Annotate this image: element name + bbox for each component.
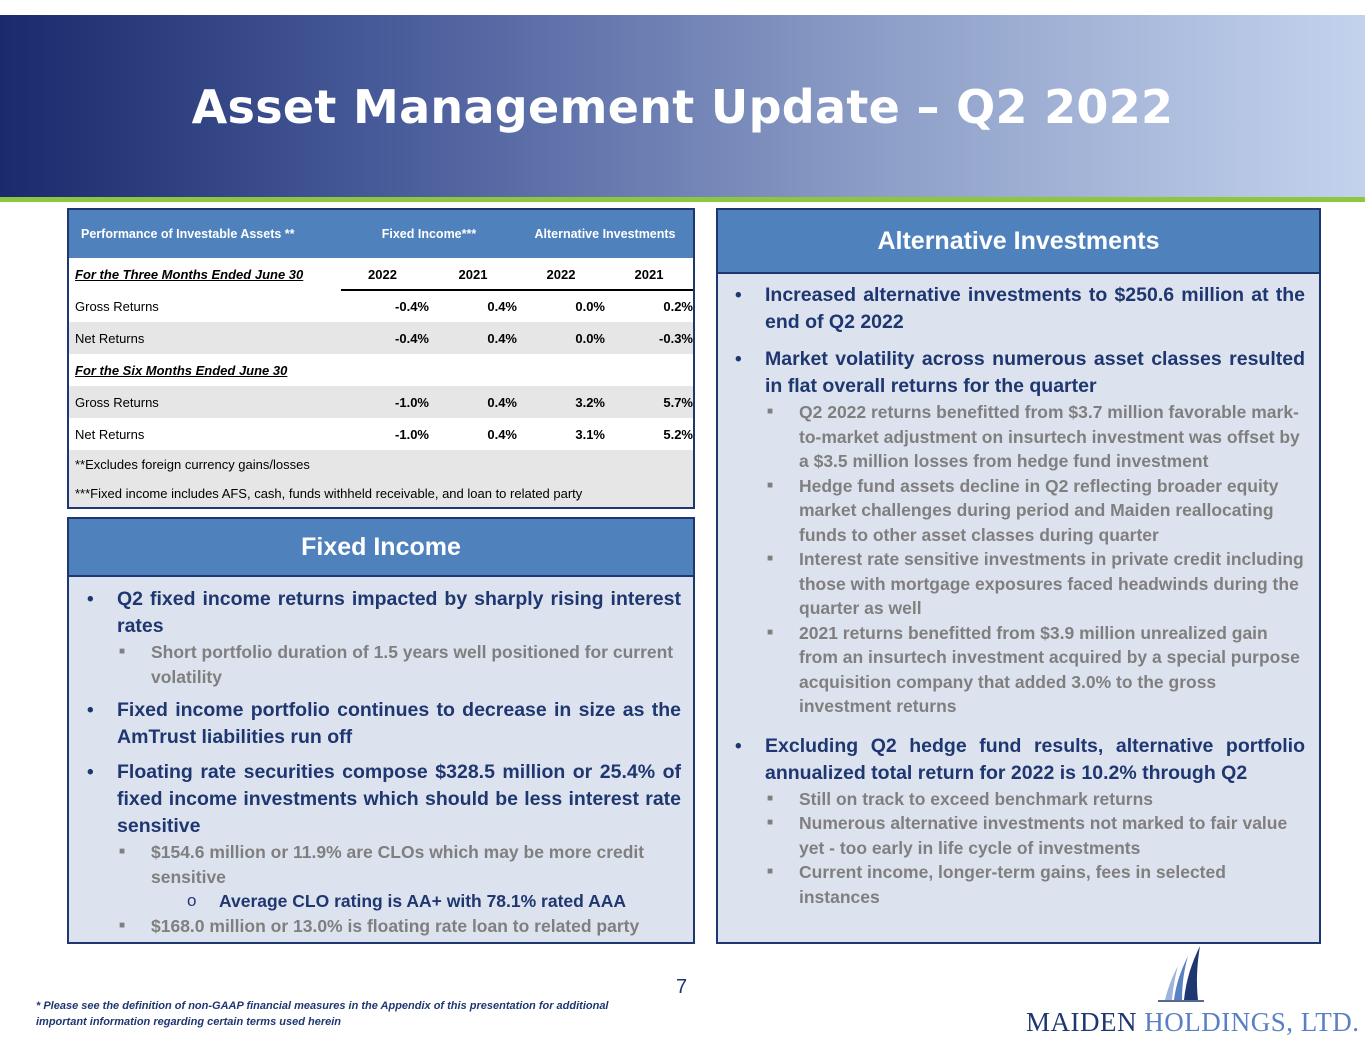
header-underline: [341, 289, 693, 291]
logo-word-holdings: HOLDINGS, LTD.: [1144, 1007, 1360, 1037]
square-bullet-icon: ■: [767, 817, 774, 828]
table-footnote: ***Fixed income includes AFS, cash, funds withheld receivable, and loan to related party: [69, 479, 693, 508]
sub-bullet-item: [767, 811, 1305, 860]
year-label: 2022: [546, 266, 576, 282]
sub-bullet-item: [119, 914, 681, 939]
header-performance: Performance of Investable Assets **: [81, 227, 295, 241]
bullet-icon: •: [87, 762, 94, 783]
sub-bullet-text: $168.0 million or 13.0% is floating rate loan to related party: [151, 915, 640, 936]
table-row: [69, 322, 693, 354]
bullet-item: [735, 282, 1305, 336]
sub-sub-bullet-text: Average CLO rating is AA+ with 78.1% rated AAA: [219, 891, 626, 911]
circle-bullet-icon: o: [187, 891, 197, 910]
alternative-investments-panel: [716, 208, 1321, 944]
sub-bullet-item: [119, 840, 681, 889]
table-cell: 3.1%: [575, 426, 605, 442]
sub-bullet-text: 2021 returns benefitted from $3.9 million unrealized gain from an insurtech investment acquired by a special purpose acquisition company that added 3.0% to the gross investment returns: [799, 622, 1300, 716]
year-label: 2021: [458, 266, 488, 282]
sub-bullet-item: [767, 400, 1305, 474]
square-bullet-icon: ■: [119, 646, 126, 657]
table-header: [69, 210, 693, 258]
bullet-text: Market volatility across numerous asset classes resulted in flat overall returns for the quarter: [765, 348, 1305, 397]
header-alternative: Alternative Investments: [534, 227, 676, 241]
bullet-icon: •: [87, 700, 94, 721]
sub-bullet-text: $154.6 million or 11.9% are CLOs which may be more credit sensitive: [151, 842, 645, 887]
table-row-six-months: [69, 354, 693, 386]
sailboat-logo-icon: [1148, 944, 1208, 1004]
fixed-income-title: Fixed Income: [69, 519, 693, 577]
page-number: 7: [676, 976, 688, 998]
year-label: 2021: [634, 266, 664, 282]
sub-bullet-item: [767, 860, 1305, 909]
sub-bullet-text: Numerous alternative investments not marked to fair value yet - too early in life cycle of investments: [799, 813, 1288, 858]
table-cell: 0.4%: [487, 426, 517, 442]
sub-bullet-text: Short portfolio duration of 1.5 years well positioned for current volatility: [151, 642, 674, 687]
bullet-icon: •: [735, 285, 742, 306]
sub-sub-bullet-item: [187, 889, 681, 914]
green-divider: [0, 197, 1365, 202]
square-bullet-icon: ■: [767, 553, 774, 564]
sub-bullet-item: [767, 547, 1305, 621]
table-cell: 3.2%: [575, 394, 605, 410]
sub-bullet-item: [767, 621, 1305, 719]
bullet-text: Q2 fixed income returns impacted by sharply rising interest rates: [117, 588, 681, 637]
bullet-item: [87, 586, 681, 640]
table-row: [69, 418, 693, 450]
row-label: Gross Returns: [75, 298, 159, 314]
bullet-icon: •: [735, 735, 742, 757]
bullet-text: Excluding Q2 hedge fund results, alternative portfolio annualized total return for 2022 is 10.2% through Q2: [765, 734, 1305, 784]
bullet-text: Floating rate securities compose $328.5 million or 25.4% of fixed income investments which should be less interest rate sensitive: [117, 761, 681, 837]
table-row: [69, 290, 693, 322]
performance-table: [67, 208, 695, 509]
title-banner: [0, 15, 1365, 197]
table-cell: -1.0%: [395, 426, 429, 442]
bullet-text: Fixed income portfolio continues to decrease in size as the AmTrust liabilities run off: [117, 699, 681, 748]
logo-word-maiden: MAIDEN: [1026, 1007, 1137, 1037]
square-bullet-icon: ■: [767, 479, 774, 491]
table-cell: 0.0%: [575, 330, 605, 346]
bullet-text: Increased alternative investments to $250.6 million at the end of Q2 2022: [765, 284, 1305, 333]
table-cell: -0.4%: [395, 330, 429, 346]
table-cell: 0.4%: [487, 394, 517, 410]
square-bullet-icon: ■: [119, 846, 126, 857]
square-bullet-icon: ■: [767, 866, 774, 877]
table-cell: 5.2%: [663, 426, 693, 442]
bullet-item: [735, 733, 1305, 787]
table-cell: 5.7%: [663, 394, 693, 410]
table-row: [69, 386, 693, 418]
bullet-icon: •: [87, 589, 94, 610]
row-label: Net Returns: [75, 426, 145, 442]
bullet-icon: •: [735, 349, 742, 370]
table-cell: 0.2%: [663, 298, 693, 314]
bullet-item: [87, 697, 681, 751]
table-footnote: **Excludes foreign currency gains/losses: [69, 450, 693, 479]
square-bullet-icon: ■: [119, 919, 126, 931]
square-bullet-icon: ■: [767, 406, 774, 417]
company-logo-text: [1026, 1007, 1360, 1038]
page-title: Asset Management Update – Q2 2022: [191, 80, 1174, 134]
alternative-investments-title: Alternative Investments: [718, 210, 1319, 274]
table-cell: 0.4%: [487, 330, 517, 346]
sub-bullet-text: Current income, longer-term gains, fees in selected instances: [799, 862, 1226, 907]
sub-bullet-text: Still on track to exceed benchmark returns: [799, 788, 1154, 809]
bullet-item: [87, 759, 681, 840]
table-cell: -0.4%: [395, 298, 429, 314]
row-label: Net Returns: [75, 330, 145, 346]
row-label: Gross Returns: [75, 394, 159, 410]
section-label: For the Six Months Ended June 30: [75, 362, 288, 378]
footnote: * Please see the definition of non-GAAP financial measures in the Appendix of this presentation for additional important information regarding certain terms used herein: [36, 1000, 609, 1028]
sub-bullet-text: Hedge fund assets decline in Q2 reflecting broader equity market challenges during period and Maiden reallocating funds to other asset classes during quarter: [799, 475, 1279, 545]
sub-bullet-item: [767, 474, 1305, 548]
sub-bullet-item: [767, 787, 1305, 812]
header-fixed-income: Fixed Income***: [381, 227, 477, 241]
year-label: 2022: [368, 266, 397, 282]
section-label: For the Three Months Ended June 30: [75, 266, 304, 282]
table-row-three-months: [69, 258, 693, 290]
bullet-item: [735, 346, 1305, 400]
sub-bullet-text: Interest rate sensitive investments in private credit including those with mortgage exposures faced headwinds during the quarter as well: [799, 549, 1304, 618]
table-cell: 0.4%: [487, 298, 517, 314]
table-cell: -0.3%: [659, 330, 693, 346]
square-bullet-icon: ■: [767, 792, 774, 804]
square-bullet-icon: ■: [767, 626, 774, 638]
sub-bullet-item: [119, 640, 681, 689]
sub-bullet-text: Q2 2022 returns benefitted from $3.7 million favorable mark-to-market adjustment on insurtech investment was offset by a $3.5 million losses from hedge fund investment: [799, 402, 1300, 471]
table-cell: 0.0%: [575, 298, 605, 314]
fixed-income-panel: [67, 517, 695, 944]
table-cell: -1.0%: [395, 394, 429, 410]
